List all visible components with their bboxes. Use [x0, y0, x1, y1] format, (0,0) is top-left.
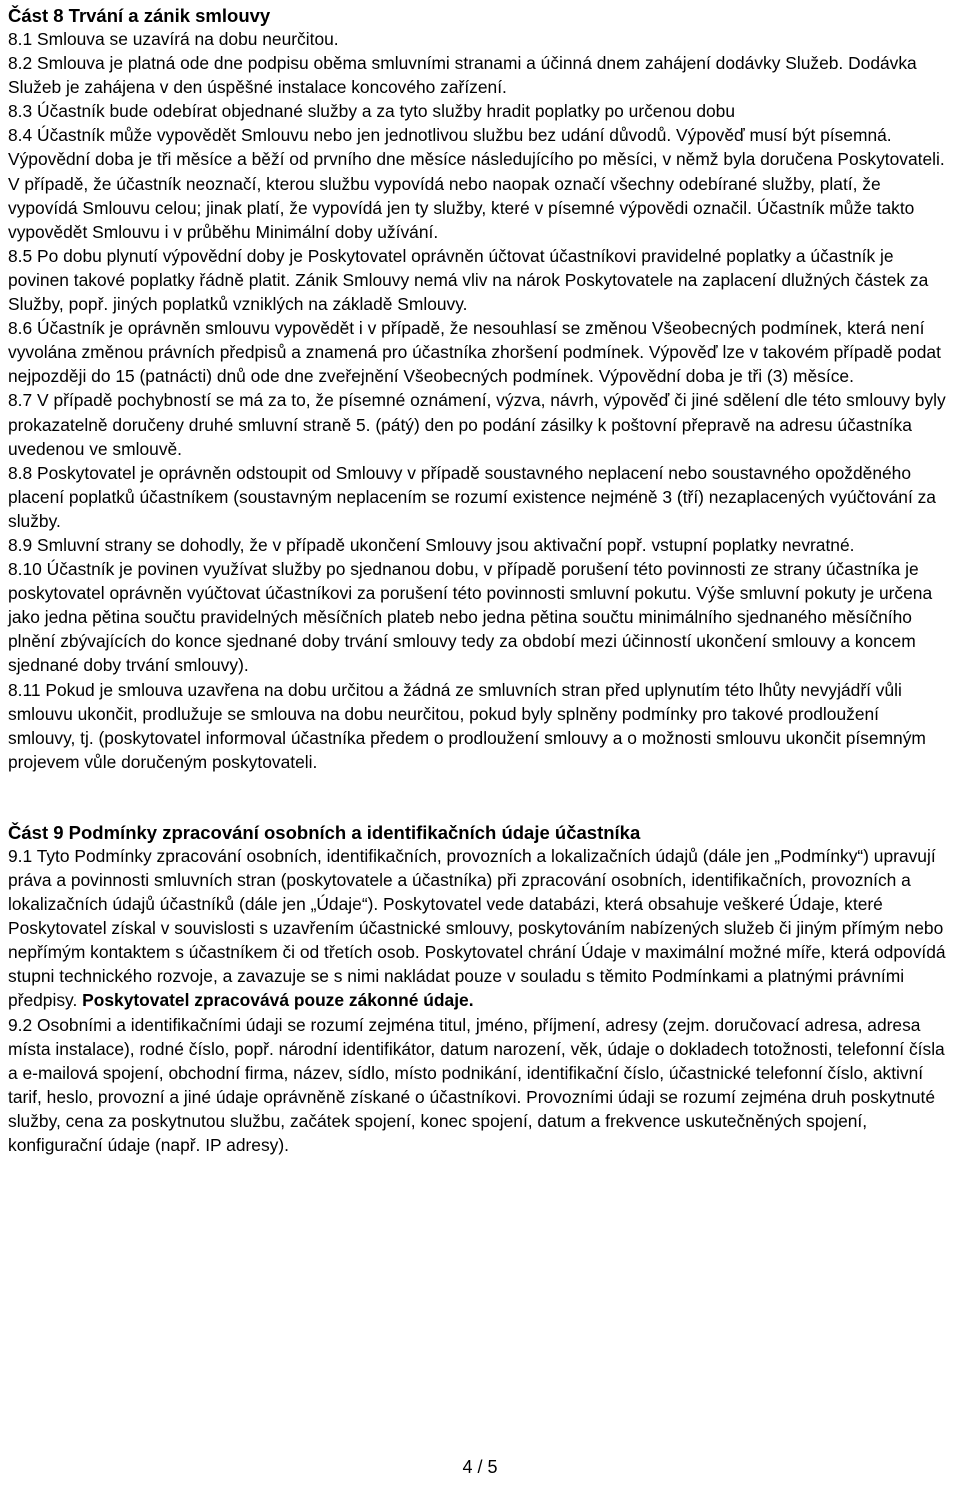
paragraph-9-1 — [8, 844, 950, 1013]
paragraph-8-1: 8.1 Smlouva se uzavírá na dobu neurčitou. — [8, 29, 339, 49]
document-body — [8, 4, 950, 1157]
section-8-heading: Část 8 Trvání a zánik smlouvy — [8, 5, 271, 26]
paragraph-9-1-bold-statement: Poskytovatel zpracovává pouze zákonné údaje. — [82, 990, 474, 1011]
paragraph-8-10: 8.10 Účastník je povinen využívat služby po sjednanou dobu, v případě porušení této povinnosti ze strany účastníka je poskytovatel oprávněn vyúčtovat účastníkovi za porušení této povinnosti smluvní pokutu. Výše smluvní pokuty je určena jako jedna pětina součtu pravidelných měsíčních plateb nebo jedna pětina součtu minimálního sjednaného měsíčního plnění zbývajících do konce sjednané doby trvání smlouvy tedy za období mezi účinností ukončení smlouvy a koncem sjednané doby trvání smlouvy). — [8, 559, 933, 676]
section-9-heading: Část 9 Podmínky zpracování osobních a identifikačních údaje účastníka — [8, 821, 641, 843]
paragraph-8-5: 8.5 Po dobu plynutí výpovědní doby je Poskytovatel oprávněn účtovat účastníkovi pravidelné poplatky a účastník je povinen takové poplatky řádně platit. Zánik Smlouvy nemá vliv na nárok Poskytovatele na zaplacení dlužných částek za Služby, popř. jiných poplatků vzniklých na základě Smlouvy. — [8, 245, 929, 315]
page-number: 4 / 5 — [462, 1457, 498, 1477]
section-spacer — [8, 774, 950, 821]
paragraph-8-3: 8.3 Účastník bude odebírat objednané služby a za tyto služby hradit poplatky po určenou dobu — [8, 101, 736, 122]
paragraph-9-2: 9.2 Osobními a identifikačními údaji se rozumí zejména titul, jméno, příjmení, adresy (zejm. doručovací adresa, adresa místa instalace), rodné číslo, popř. národní identifikátor, datum narození, věk, údaje o dokladech totožnosti, telefonní čísla a e-mailová spojení, obchodní firma, název, sídlo, místo podnikání, identifikační číslo, účastnické telefonní číslo, aktivní tarif, heslo, provozní a jiné údaje oprávněně získané o účastníkovi. Provozními údaji se rozumí zejména druh poskytnuté služby, cena za poskytnutou službu, začátek spojení, konec spojení, datum a frekvence uskutečněných spojení, konfigurační údaje (např. IP adresy). — [8, 1014, 945, 1156]
paragraph-8-2: 8.2 Smlouva je platná ode dne podpisu oběma smluvními stranami a účinná dnem zahájení dodávky Služeb. Dodávka Služeb je zahájena v den úspěšné instalace koncového zařízení. — [8, 53, 917, 98]
paragraph-8-6: 8.6 Účastník je oprávněn smlouvu vypovědět i v případě, že nesouhlasí se změnou Všeobecných podmínek, která není vyvolána změnou právních předpisů a znamená pro účastníka zhoršení podmínek. Výpověď lze v takovém případě podat nejpozději do 15 (patnácti) dnů ode dne zveřejnění Všeobecných podmínek. Výpovědní doba je tři (3) měsíce. — [8, 318, 941, 387]
paragraph-8-11: 8.11 Pokud je smlouva uzavřena na dobu určitou a žádná ze smluvních stran před uplynutím této lhůty nevyjádří vůli smlouvu ukončit, prodlužuje se smlouva na dobu neurčitou, pokud byly splněny podmínky pro takové prodloužení smlouvy, tj. (poskytovatel informoval účastníka předem o prodloužení smlouvy a o možnosti smlouvu ukončit písemným projevem vůle doručeným poskytovateli. — [8, 679, 926, 772]
paragraph-8-8: 8.8 Poskytovatel je oprávněn odstoupit od Smlouvy v případě soustavného neplacení nebo soustavného opožděného placení poplatků účastníkem (soustavným neplacením se rozumí existence nejméně 3 (tří) nezaplacených vyúčtování za služby. — [8, 462, 936, 531]
paragraph-8-7: 8.7 V případě pochybností se má za to, že písemné oznámení, výzva, návrh, výpověď či jiné sdělení dle této smlouvy byly prokazatelně doručeny druhé smluvní straně 5. (pátý) den po podání zásilky k poštovní přepravě na adresu účastníka uvedenou ve smlouvě. — [8, 390, 946, 459]
paragraph-8-4: 8.4 Účastník může vypovědět Smlouvu nebo jen jednotlivou službu bez udání důvodů. Výpověď musí být písemná. Výpovědní doba je tři měsíce a běží od prvního dne měsíce následujícího po měsíci, v němž byla doručena Poskytovateli. V případě, že účastník neoznačí, kterou službu vypovídá nebo naopak označí všechny odebírané služby, platí, že vypovídá Smlouvu celou; jinak platí, že vypovídá jen ty služby, které v písemné výpovědi označil. Účastník může takto vypovědět Smlouvu i v průběhu Minimální doby užívání. — [8, 125, 945, 242]
paragraph-8-9: 8.9 Smluvní strany se dohodly, že v případě ukončení Smlouvy jsou aktivační popř. vstupní poplatky nevratné. — [8, 534, 855, 555]
paragraph-9-1-text: 9.1 Tyto Podmínky zpracování osobních, identifikačních, provozních a lokalizačních údajů (dále jen „Podmínky“) upravují práva a povinnosti smluvních stran (poskytovatele a účastníka) při zpracování osobních, identifikačních, provozních a lokalizačních údajů účastníků (dále jen „Údaje“). Poskytovatel vede databázi, která obsahuje veškeré Údaje, které Poskytovatel získal v souvislosti s uzavřením účastnické smlouvy, poskytováním nabízených služeb či jiným přímým nebo nepřímým kontaktem s účastníkem či od třetích osob. Poskytovatel chrání Údaje v maximální možné míře, která odpovídá stupni technického rozvoje, a zavazuje se s nimi nakládat pouze v souladu s těmito Podmínkami a platnými právními předpisy. — [8, 845, 946, 1011]
